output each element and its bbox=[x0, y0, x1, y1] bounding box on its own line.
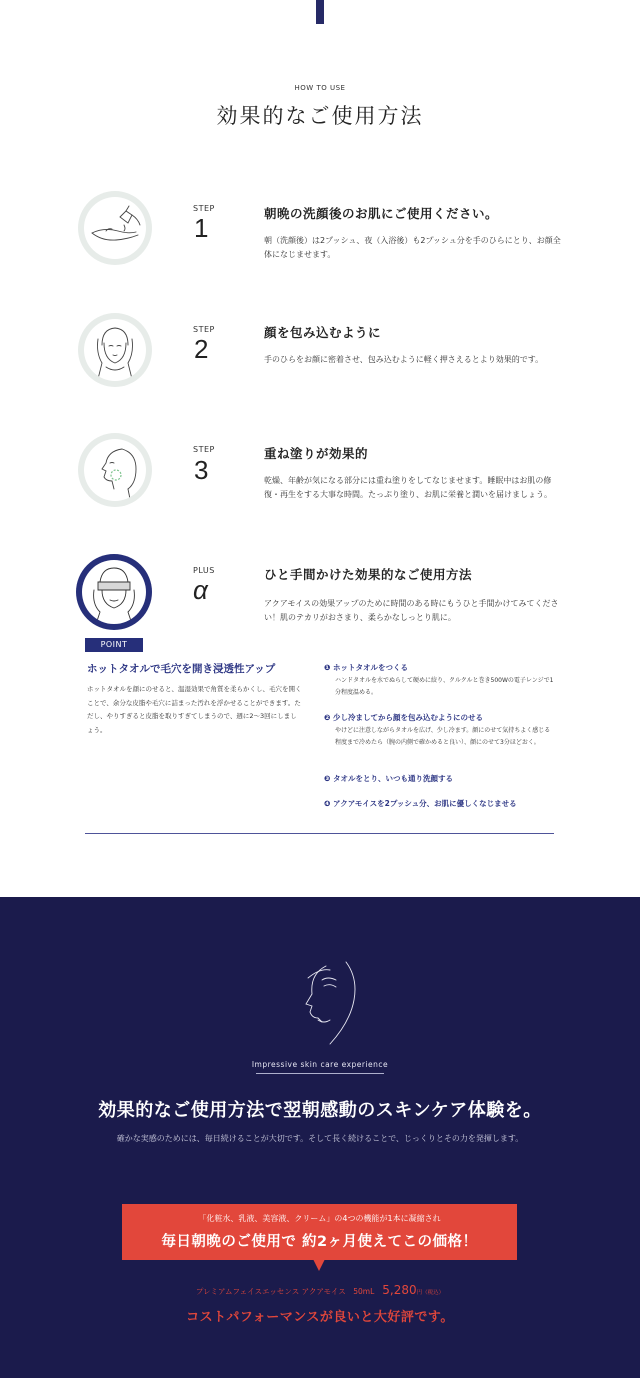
face-profile-icon bbox=[84, 439, 146, 501]
section-kicker: HOW TO USE bbox=[294, 84, 346, 92]
step-2-desc: 手のひらをお顔に密着させ、包み込むように軽く押さえるとより効果的です。 bbox=[264, 355, 544, 364]
step-3-title: 重ね塗りが効果的 bbox=[264, 446, 369, 461]
plus-illustration bbox=[76, 554, 152, 630]
step-3-desc: 乾燥、年齢が気になる部分には重ね塗りをしてなじませます。睡眠中はお肌の修復・再生をする大事な時間。たっぷり塗り、お肌に栄養と潤いを届けましょう。 bbox=[264, 476, 552, 499]
price-tax: 円（税込） bbox=[416, 1290, 445, 1296]
step-2-title: 顔を包み込むように bbox=[264, 325, 382, 340]
experience-title: 効果的なご使用方法で翌朝感動のスキンケア体験を。 bbox=[98, 1100, 542, 1121]
step-3-label: STEP bbox=[193, 445, 215, 454]
product-name: プレミアムフェイスエッセンス アクアモイス 50mL bbox=[195, 1287, 375, 1296]
plus-desc: アクアモイスの効果アップのために時間のある時にもうひと手間かけてみてください！肌のテカリがおさまり、柔らかなしっとり肌に。 bbox=[264, 599, 559, 622]
experience-tag: Impressive skin care experience bbox=[251, 1060, 389, 1069]
point-item-2-desc: やけどに注意しながらタオルを広げ、少し冷ます。顔にのせて気持ちよく感じる程度まで冷めたら（腕の内側で確かめると良い）、顔にのせて3分ほどおく。 bbox=[335, 727, 551, 746]
price-line bbox=[0, 1283, 640, 1297]
step-3-illustration bbox=[78, 433, 152, 507]
face-line-art-icon bbox=[300, 960, 362, 1046]
experience-sub: 確かな実感のためには、毎日続けることが大切です。そして長く続けることで、じっくりとその力を発揮します。 bbox=[116, 1134, 524, 1143]
offer-small: 「化粧水、乳液、美容液、クリーム」の4つの機能が1本に凝縮され bbox=[198, 1214, 441, 1223]
hot-towel-desc: ホットタオルを顔にのせると、温湿効果で角質を柔らかくし、毛穴を開くことで、余分な皮脂や毛穴に詰まった汚れを浮かせることができます。ただし、やりすぎると皮脂を取りすぎてしまうので、週に2〜3回にしましょう。 bbox=[87, 685, 302, 734]
hand-pump-icon bbox=[84, 197, 146, 259]
step-1-desc: 朝（洗顔後）は2プッシュ、夜（入浴後）も2プッシュ分を手のひらにとり、お顔全体になじませます。 bbox=[264, 236, 561, 259]
step-2-number: 2 bbox=[194, 334, 209, 364]
offer-headline: 毎日朝晩のご使用で 約2ヶ月使えてこの価格！ bbox=[161, 1234, 478, 1250]
step-2-label: STEP bbox=[193, 325, 215, 334]
tag-underline bbox=[256, 1073, 384, 1074]
step-2-illustration bbox=[78, 313, 152, 387]
face-hands-icon bbox=[84, 319, 146, 381]
step-3-number: 3 bbox=[194, 455, 209, 485]
step-1-number: 1 bbox=[194, 213, 209, 243]
point-item-1-desc: ハンドタオルを水でぬらして硬めに絞り、クルクルと巻き500Wの電子レンジで1分程度温める。 bbox=[335, 677, 554, 696]
step-1-title: 朝晩の洗顔後のお肌にご使用ください。 bbox=[264, 206, 499, 221]
point-item-2-title: ❷ 少し冷ましてから顔を包み込むようにのせる bbox=[324, 713, 483, 722]
step-1-illustration bbox=[78, 191, 152, 265]
section-divider bbox=[85, 833, 554, 834]
plus-title: ひと手間かけた効果的なご使用方法 bbox=[264, 567, 473, 582]
page-title: 効果的なご使用方法 bbox=[216, 104, 424, 128]
point-badge: POINT bbox=[85, 638, 143, 652]
point-item-3-title: ❸ タオルをとり、いつも通り洗顔する bbox=[324, 774, 453, 783]
towel-face-icon bbox=[82, 560, 146, 624]
point-item-1-title: ❶ ホットタオルをつくる bbox=[324, 663, 408, 672]
offer-pointer bbox=[313, 1259, 325, 1271]
point-item-4-title: ❹ アクアモイスを2プッシュ分、お肌に優しくなじませる bbox=[324, 799, 517, 808]
top-accent-bar bbox=[316, 0, 324, 24]
step-1-label: STEP bbox=[193, 204, 215, 213]
plus-alpha: α bbox=[193, 575, 208, 605]
hot-towel-title: ホットタオルで毛穴を開き浸透性アップ bbox=[87, 663, 276, 675]
plus-label: PLUS bbox=[193, 566, 215, 575]
cost-performance-text: コストパフォーマンスが良いと大好評です。 bbox=[186, 1310, 454, 1325]
product-price: 5,280 bbox=[382, 1283, 417, 1297]
